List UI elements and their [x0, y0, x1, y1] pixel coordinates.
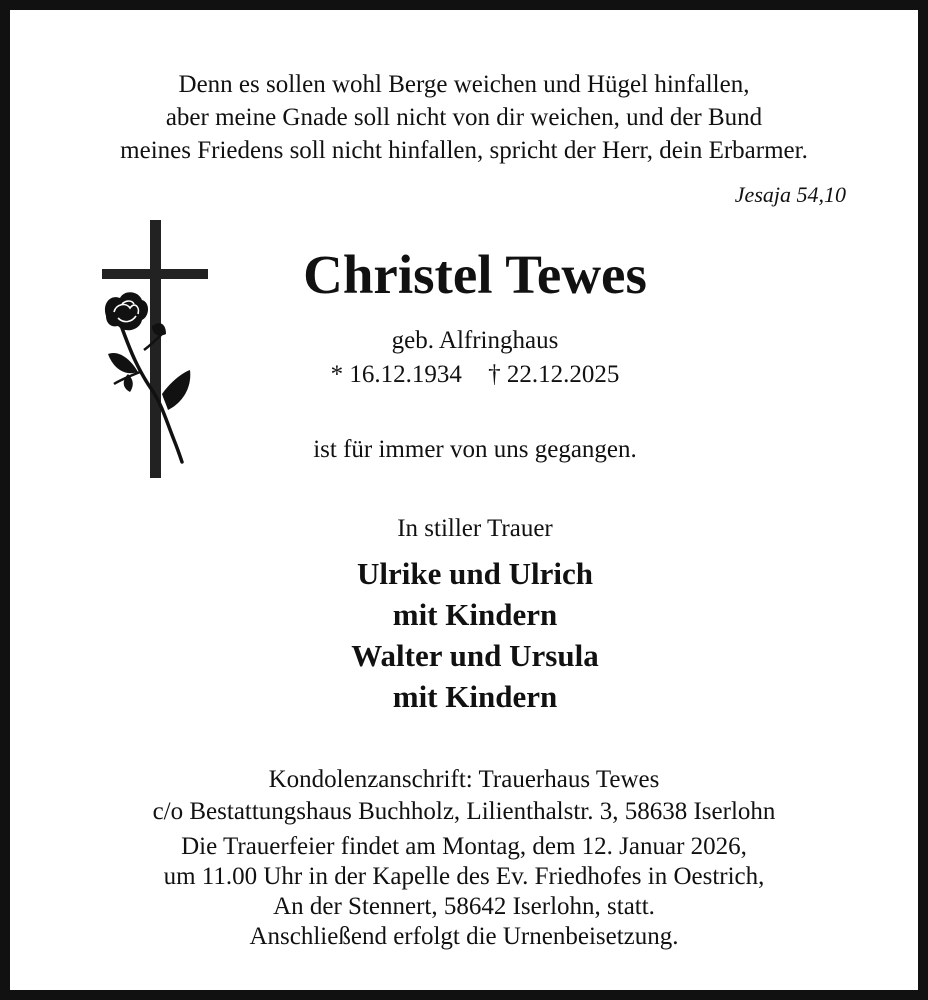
deceased-name: Christel Tewes [303, 244, 647, 305]
mourner-line: Walter und Ursula [351, 638, 599, 673]
contact-line: Kondolenzanschrift: Trauerhaus Tewes [268, 766, 660, 793]
mourner-line: mit Kindern [392, 597, 558, 632]
mourners-list [210, 553, 740, 717]
contact-line: c/o Bestattungshaus Buchholz, Lilienthalstr. 3, 58638 Iserlohn [152, 798, 776, 825]
condolence-address [30, 764, 898, 828]
mourner-line: Ulrike und Ulrich [357, 556, 593, 591]
service-line: um 11.00 Uhr in der Kapelle des Ev. Friedhofes in Oestrich, [163, 863, 765, 890]
mourner-line: mit Kindern [392, 679, 558, 714]
birth-date: * 16.12.1934 [330, 361, 462, 388]
verse-line: meines Friedens soll nicht hinfallen, spricht der Herr, dein Erbarmer. [120, 137, 808, 164]
service-line: An der Stennert, 58642 Iserlohn, statt. [273, 893, 655, 920]
verse-source: Jesaja 54,10 [734, 182, 846, 207]
birth-name: geb. Alfringhaus [391, 327, 559, 354]
mourning-intro: In stiller Trauer [397, 515, 553, 542]
verse-line: Denn es sollen wohl Berge weichen und Hügel hinfallen, [178, 71, 750, 98]
death-date: † 22.12.2025 [488, 361, 620, 388]
cross-with-rose-icon [100, 220, 212, 482]
funeral-service-info [30, 832, 898, 952]
life-dates [210, 359, 740, 391]
bible-verse [30, 68, 898, 167]
service-line: Anschließend erfolgt die Urnenbeisetzung. [249, 923, 679, 950]
passing-message: ist für immer von uns gegangen. [313, 436, 637, 463]
service-line: Die Trauerfeier findet am Montag, dem 12. Januar 2026, [181, 833, 747, 860]
verse-line: aber meine Gnade soll nicht von dir weichen, und der Bund [165, 104, 763, 131]
